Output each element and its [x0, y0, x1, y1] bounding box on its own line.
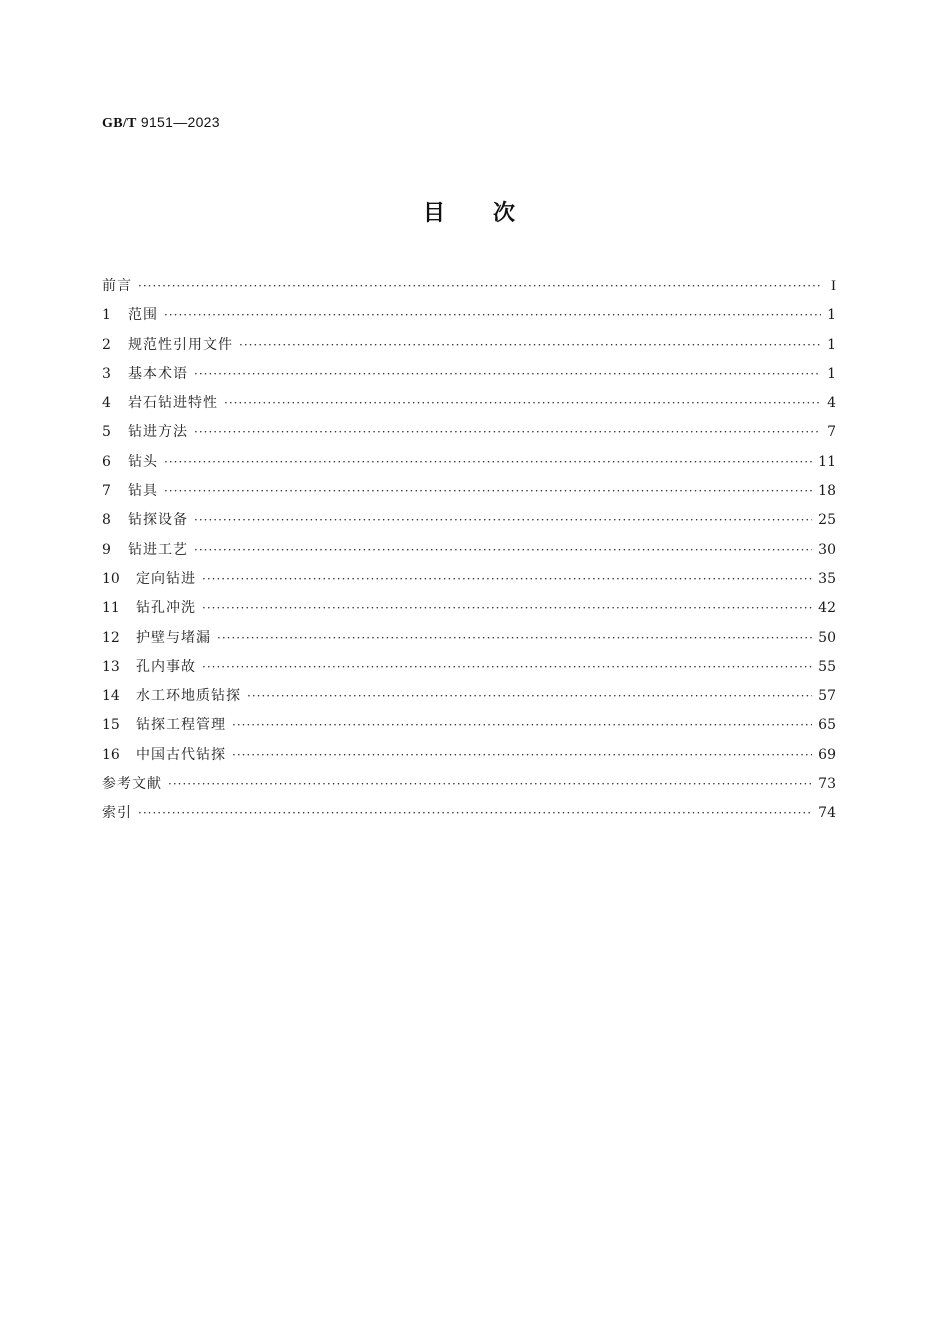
- toc-leader-dots: [168, 770, 812, 799]
- toc-entry-number: 9: [102, 541, 111, 558]
- toc-leader-dots: [217, 624, 812, 653]
- toc-entry-number: 16: [102, 746, 120, 763]
- toc-entry-8[interactable]: [102, 506, 836, 535]
- toc-leader-dots: [194, 536, 812, 565]
- standard-number: 9151—2023: [140, 114, 220, 130]
- toc-entry-9[interactable]: [102, 536, 836, 565]
- toc-leader-dots: [164, 301, 821, 330]
- toc-title: 目次: [422, 201, 563, 226]
- toc-entry-11[interactable]: [102, 594, 836, 623]
- toc-entry-page: 57: [818, 688, 836, 705]
- toc-entry-page: 50: [818, 629, 836, 646]
- toc-entry-page: 18: [818, 483, 836, 500]
- toc-entry-index[interactable]: [102, 799, 836, 828]
- toc-entry-6[interactable]: [102, 448, 836, 477]
- toc-entry-number: 14: [102, 688, 120, 705]
- toc-entry-references[interactable]: [102, 770, 836, 799]
- toc-entry-foreword[interactable]: [102, 272, 836, 301]
- toc-entry-label: 中国古代钻探: [136, 746, 226, 763]
- standard-prefix: GB/T: [102, 116, 137, 131]
- toc-entry-label: 参考文献: [102, 776, 162, 793]
- toc-entry-label: 钻探工程管理: [136, 717, 226, 734]
- toc-entry-number: 5: [102, 424, 111, 441]
- toc-leader-dots: [194, 418, 821, 447]
- toc-leader-dots: [232, 711, 812, 740]
- toc-entry-label: 索引: [102, 805, 132, 822]
- toc-entry-number: 10: [102, 570, 120, 587]
- toc-leader-dots: [202, 653, 812, 682]
- toc-entry-4[interactable]: [102, 389, 836, 418]
- toc-leader-dots: [164, 477, 812, 506]
- toc-entry-15[interactable]: [102, 711, 836, 740]
- toc-leader-dots: [164, 448, 812, 477]
- table-of-contents: [102, 272, 836, 829]
- toc-entry-label: 钻进工艺: [128, 541, 188, 558]
- toc-entry-1[interactable]: [102, 301, 836, 330]
- toc-entry-5[interactable]: [102, 418, 836, 447]
- toc-entry-number: 11: [102, 600, 120, 617]
- toc-entry-number: 13: [102, 658, 120, 675]
- toc-entry-13[interactable]: [102, 653, 836, 682]
- toc-entry-label: 前言: [102, 278, 132, 294]
- toc-entry-7[interactable]: [102, 477, 836, 506]
- toc-entry-page: 65: [818, 717, 836, 734]
- toc-entry-page: 4: [827, 395, 836, 412]
- toc-entry-label: 范围: [128, 307, 158, 324]
- toc-entry-2[interactable]: [102, 331, 836, 360]
- toc-entry-label: 水工环地质钻探: [136, 688, 241, 705]
- toc-leader-dots: [138, 799, 812, 828]
- toc-entry-label: 钻探设备: [128, 512, 188, 529]
- toc-entry-page: 1: [827, 365, 836, 382]
- toc-entry-page: 11: [818, 453, 836, 470]
- toc-entry-number: 4: [102, 395, 111, 412]
- toc-entry-number: 15: [102, 717, 120, 734]
- toc-entry-label: 护壁与堵漏: [136, 629, 211, 646]
- toc-entry-12[interactable]: [102, 624, 836, 653]
- toc-leader-dots: [202, 594, 812, 623]
- toc-entry-label: 钻孔冲洗: [136, 600, 196, 617]
- toc-entry-number: 7: [102, 483, 111, 500]
- toc-leader-dots: [202, 565, 812, 594]
- toc-entry-16[interactable]: [102, 741, 836, 770]
- toc-entry-page: 35: [818, 570, 836, 587]
- toc-entry-page: 74: [818, 805, 836, 822]
- toc-entry-page: I: [831, 278, 836, 294]
- toc-entry-label: 钻进方法: [128, 424, 188, 441]
- toc-entry-label: 规范性引用文件: [128, 336, 233, 353]
- toc-entry-page: 55: [818, 658, 836, 675]
- toc-entry-page: 69: [818, 746, 836, 763]
- toc-entry-label: 孔内事故: [136, 658, 196, 675]
- standard-code: [102, 114, 220, 132]
- toc-entry-page: 30: [818, 541, 836, 558]
- toc-leader-dots: [224, 389, 821, 418]
- toc-leader-dots: [194, 506, 812, 535]
- toc-entry-page: 7: [827, 424, 836, 441]
- toc-entry-label: 钻具: [128, 483, 158, 500]
- toc-entry-number: 3: [102, 365, 111, 382]
- toc-entry-number: 1: [102, 307, 111, 324]
- toc-entry-label: 定向钻进: [136, 570, 196, 587]
- toc-entry-number: 12: [102, 629, 120, 646]
- toc-entry-page: 1: [827, 307, 836, 324]
- toc-entry-label: 基本术语: [128, 365, 188, 382]
- toc-entry-page: 25: [818, 512, 836, 529]
- toc-entry-page: 1: [827, 336, 836, 353]
- toc-leader-dots: [232, 741, 812, 770]
- toc-entry-label: 钻头: [128, 453, 158, 470]
- toc-entry-number: 2: [102, 336, 111, 353]
- toc-leader-dots: [194, 360, 821, 389]
- toc-entry-10[interactable]: [102, 565, 836, 594]
- toc-entry-number: 6: [102, 453, 111, 470]
- toc-entry-14[interactable]: [102, 682, 836, 711]
- toc-entry-page: 73: [818, 776, 836, 793]
- toc-entry-number: 8: [102, 512, 111, 529]
- toc-leader-dots: [239, 331, 821, 360]
- toc-leader-dots: [247, 682, 812, 711]
- toc-entry-3[interactable]: [102, 360, 836, 389]
- toc-entry-label: 岩石钻进特性: [128, 395, 218, 412]
- toc-entry-page: 42: [818, 600, 836, 617]
- toc-leader-dots: [138, 272, 822, 301]
